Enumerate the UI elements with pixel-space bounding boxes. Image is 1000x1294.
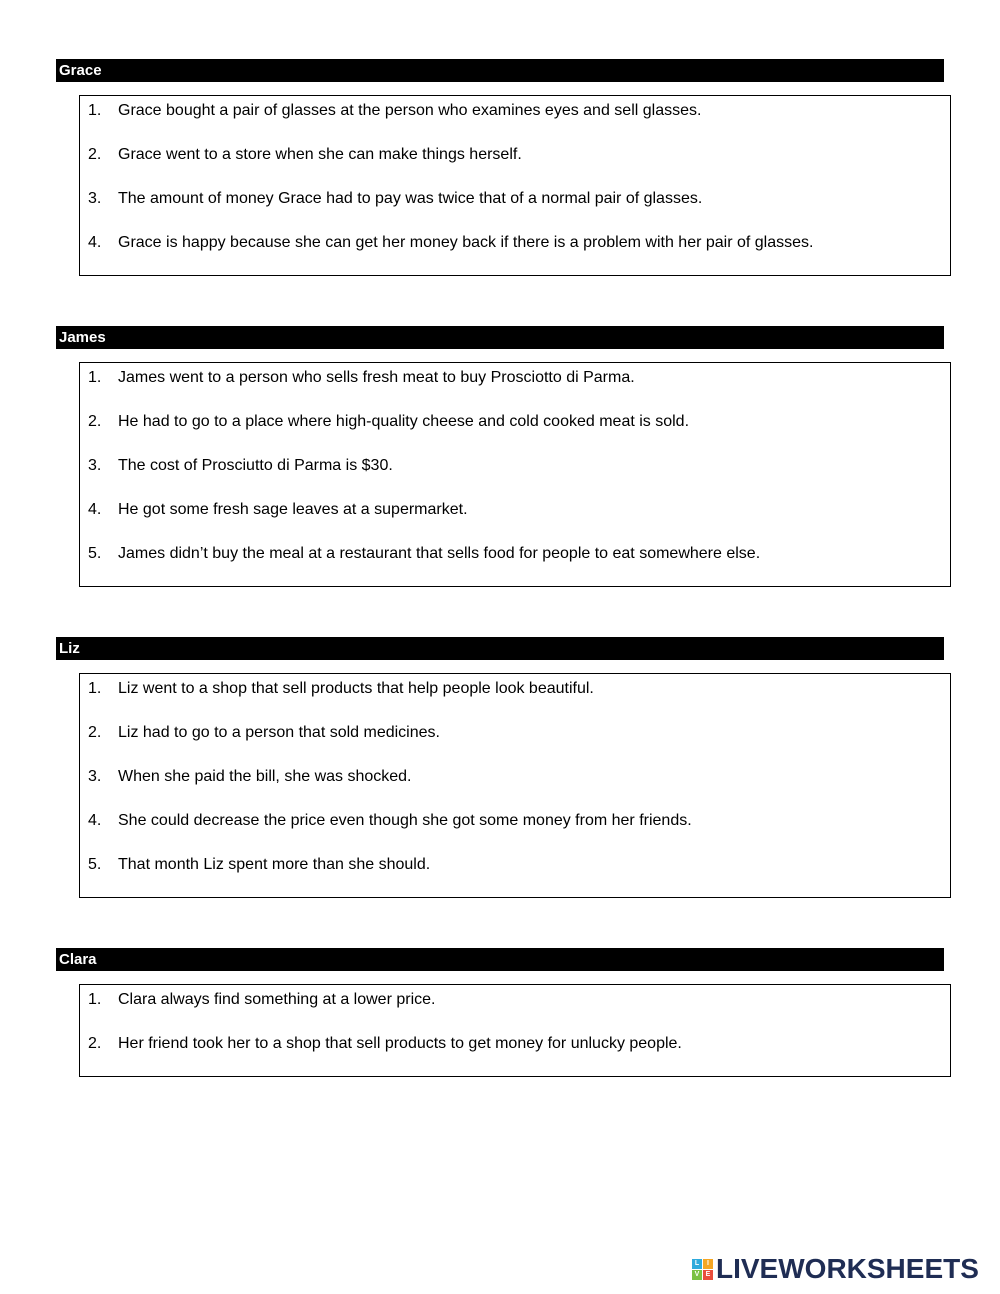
statement-item xyxy=(80,808,950,852)
statement-box xyxy=(79,95,951,276)
item-number: 4. xyxy=(88,234,102,251)
item-number: 5. xyxy=(88,545,102,562)
item-number: 2. xyxy=(88,413,102,430)
statement-item xyxy=(80,676,950,720)
statement-item xyxy=(80,142,950,186)
item-number: 1. xyxy=(88,680,102,697)
statement-box xyxy=(79,362,951,587)
item-number: 1. xyxy=(88,991,102,1008)
statement-item xyxy=(80,1031,950,1075)
statement-item xyxy=(80,453,950,497)
liveworksheets-logo xyxy=(692,1254,979,1284)
item-text: She could decrease the price even though she got some money from her friends. xyxy=(118,812,692,829)
item-number: 4. xyxy=(88,501,102,518)
statement-item xyxy=(80,186,950,230)
item-number: 1. xyxy=(88,102,102,119)
statement-list xyxy=(80,985,950,1075)
item-number: 3. xyxy=(88,768,102,785)
item-number: 2. xyxy=(88,146,102,163)
item-number: 1. xyxy=(88,369,102,386)
item-text: James went to a person who sells fresh meat to buy Prosciotto di Parma. xyxy=(118,369,635,386)
item-text: Grace bought a pair of glasses at the person who examines eyes and sell glasses. xyxy=(118,102,702,119)
statement-box xyxy=(79,984,951,1077)
item-text: The amount of money Grace had to pay was twice that of a normal pair of glasses. xyxy=(118,190,703,207)
statement-item xyxy=(80,987,950,1031)
item-text: Liz went to a shop that sell products that help people look beautiful. xyxy=(118,680,594,697)
item-text: Liz had to go to a person that sold medicines. xyxy=(118,724,440,741)
item-number: 3. xyxy=(88,457,102,474)
statement-item xyxy=(80,497,950,541)
logo-mark-tile: E xyxy=(703,1270,713,1280)
statement-item xyxy=(80,764,950,808)
statement-item xyxy=(80,541,950,585)
item-number: 5. xyxy=(88,856,102,873)
statement-list xyxy=(80,674,950,896)
logo-mark-tile: I xyxy=(703,1259,713,1269)
item-text: He got some fresh sage leaves at a supermarket. xyxy=(118,501,468,518)
section-title: Liz xyxy=(56,637,944,660)
item-number: 4. xyxy=(88,812,102,829)
logo-mark-tile: L xyxy=(692,1259,702,1269)
section-title: James xyxy=(56,326,944,349)
statement-item xyxy=(80,409,950,453)
item-text: He had to go to a place where high-quality cheese and cold cooked meat is sold. xyxy=(118,413,690,430)
item-text: When she paid the bill, she was shocked. xyxy=(118,768,412,785)
item-text: The cost of Prosciutto di Parma is $30. xyxy=(118,457,393,474)
item-number: 2. xyxy=(88,1035,102,1052)
item-text: That month Liz spent more than she should. xyxy=(118,856,431,873)
item-text: James didn’t buy the meal at a restaurant that sells food for people to eat somewhere else. xyxy=(118,545,761,562)
statement-item xyxy=(80,720,950,764)
statement-box xyxy=(79,673,951,898)
item-text: Her friend took her to a shop that sell products to get money for unlucky people. xyxy=(118,1035,682,1052)
logo-mark-tile: V xyxy=(692,1270,702,1280)
item-number: 2. xyxy=(88,724,102,741)
statement-item xyxy=(80,98,950,142)
statement-list xyxy=(80,96,950,274)
item-text: Clara always find something at a lower price. xyxy=(118,991,436,1008)
statement-item xyxy=(80,365,950,409)
logo-mark-icon xyxy=(692,1259,713,1280)
item-text: Grace is happy because she can get her money back if there is a problem with her pair of glasses. xyxy=(118,234,814,251)
section-title: Grace xyxy=(56,59,944,82)
section-title: Clara xyxy=(56,948,944,971)
logo-text: LIVEWORKSHEETS xyxy=(716,1253,979,1284)
item-number: 3. xyxy=(88,190,102,207)
statement-item xyxy=(80,852,950,896)
statement-list xyxy=(80,363,950,585)
statement-item xyxy=(80,230,950,274)
item-text: Grace went to a store when she can make things herself. xyxy=(118,146,522,163)
